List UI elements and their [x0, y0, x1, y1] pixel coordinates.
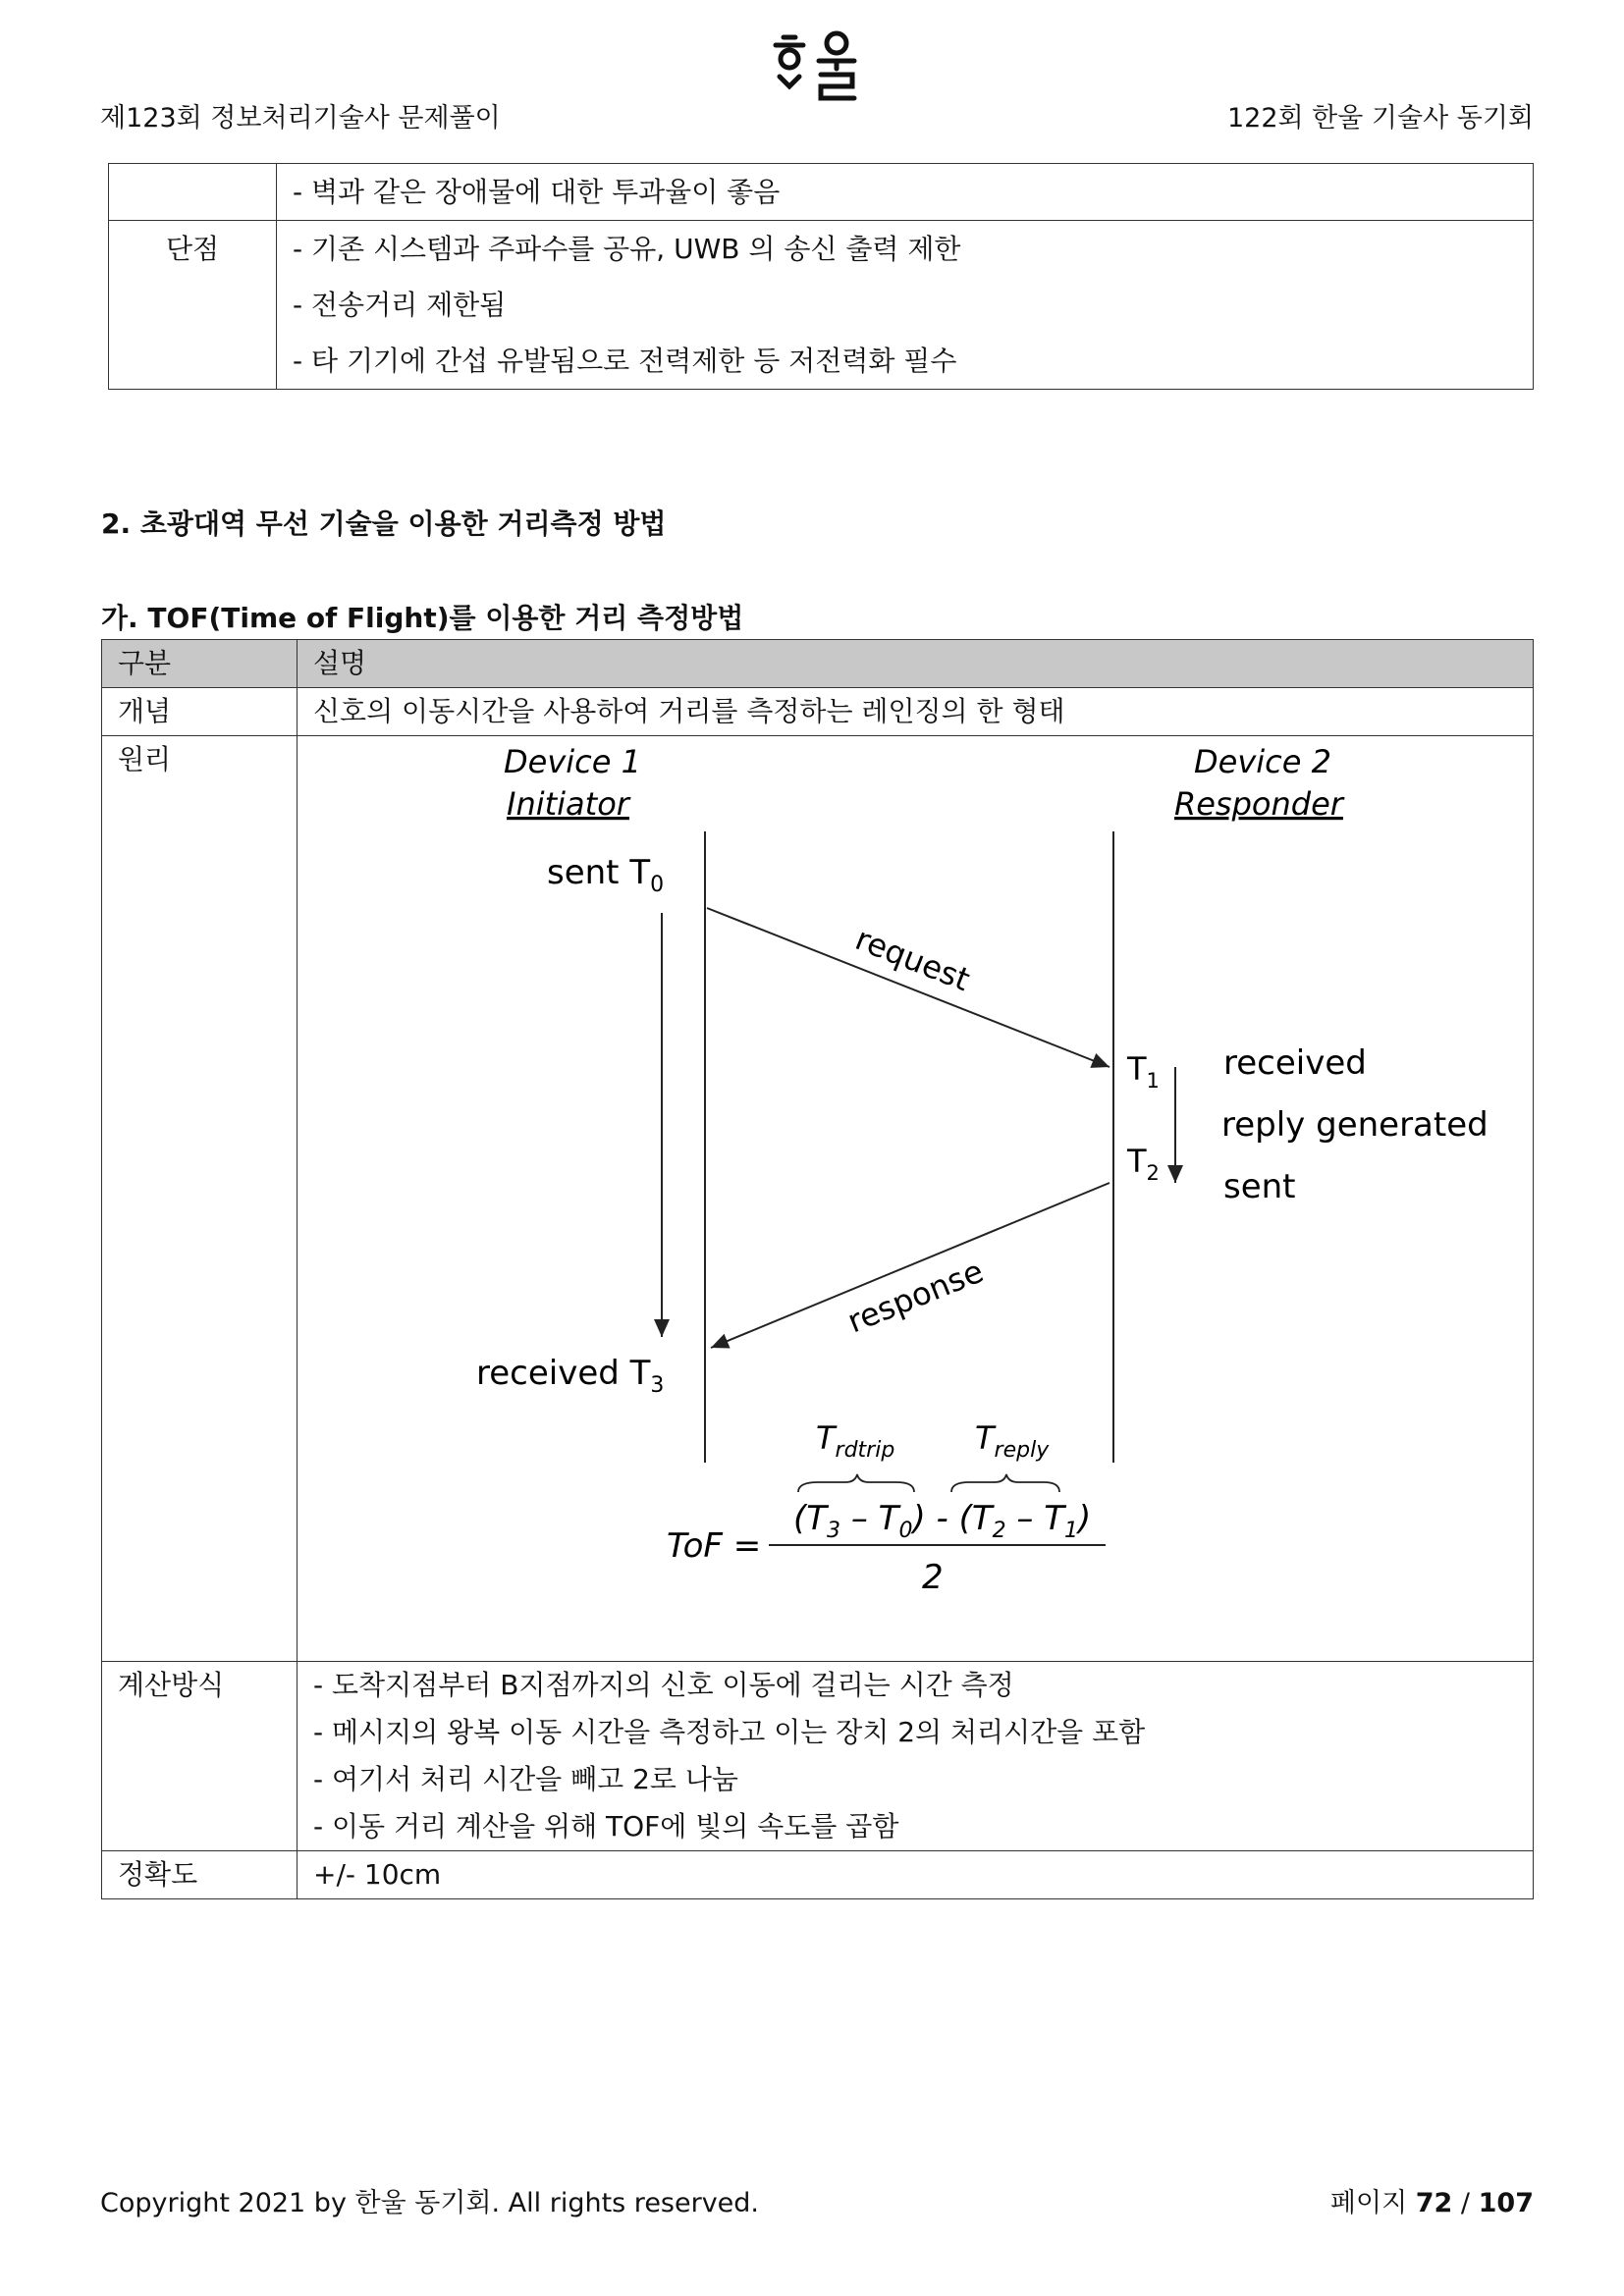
- formula-denominator: 2: [922, 1558, 944, 1597]
- header-cell-category: 구분: [102, 640, 298, 688]
- reply-generated-label: reply generated: [1221, 1105, 1489, 1145]
- t1-label: $T_1$: [1127, 1050, 1160, 1093]
- calc-label: 계산방식: [102, 1662, 298, 1851]
- table-row: [102, 1851, 1534, 1899]
- calc-line: - 메시지의 왕복 이동 시간을 측정하고 이는 장치 2의 처리시간을 포함: [313, 1716, 1146, 1748]
- header-cell-description: 설명: [298, 640, 1534, 688]
- tof-table: [101, 639, 1534, 1899]
- sent-t2-label: sent: [1223, 1167, 1296, 1206]
- sent-t0-label: sent $T_0$: [547, 853, 665, 897]
- section-title: 2. 초광대역 무선 기술을 이용한 거리측정 방법: [101, 507, 667, 540]
- concept-text: 신호의 이동시간을 사용하여 거리를 측정하는 레인징의 한 형태: [298, 688, 1534, 736]
- response-arrow: [711, 1183, 1110, 1348]
- device2-role: Responder: [1174, 785, 1343, 823]
- tof-sequence-diagram: [298, 736, 1533, 1661]
- device1-title: Device 1: [504, 743, 641, 780]
- advantage-item: - 벽과 같은 장애물에 대한 투과율이 좋음: [293, 176, 781, 208]
- page-current: 72: [1415, 2188, 1453, 2218]
- disadvantage-item: - 전송거리 제한됨: [293, 289, 507, 321]
- request-label: request: [850, 920, 976, 999]
- calc-line: - 도착지점부터 B지점까지의 신호 이동에 걸리는 시간 측정: [313, 1669, 1014, 1701]
- calc-line: - 이동 거리 계산을 위해 TOF에 빛의 속도를 곱함: [313, 1810, 899, 1842]
- table-cell: [277, 221, 1534, 390]
- received-label: received: [1223, 1043, 1367, 1083]
- reply-brace: [951, 1474, 1059, 1492]
- calc-line: - 여기서 처리 시간을 빼고 2로 나눔: [313, 1763, 738, 1795]
- t-reply-label: $T_{reply}$: [975, 1419, 1050, 1463]
- subsection-title: 가. TOF(Time of Flight)를 이용한 거리 측정방법: [101, 602, 744, 634]
- disadvantage-item: - 타 기기에 간섭 유발됨으로 전력제한 등 저전력화 필수: [293, 345, 957, 377]
- table-row: [109, 164, 1534, 221]
- calc-cell: [298, 1662, 1534, 1851]
- page-total: 107: [1478, 2188, 1534, 2218]
- accuracy-label: 정확도: [102, 1851, 298, 1899]
- formula-numerator: $(T_3 - T_0) - (T_2 - T_1)$: [793, 1499, 1092, 1543]
- table-header-row: [102, 640, 1534, 688]
- table-row: [102, 736, 1534, 1662]
- device1-role: Initiator: [507, 785, 629, 823]
- device2-title: Device 2: [1194, 743, 1331, 780]
- disadvantage-label-cell: [109, 221, 277, 390]
- header-left: 제123회 정보처리기술사 문제풀이: [100, 103, 501, 133]
- table-row: [102, 688, 1534, 736]
- principle-diagram-cell: [298, 736, 1534, 1662]
- response-label: response: [841, 1252, 989, 1341]
- disadvantage-label: 단점: [165, 233, 220, 265]
- page-separator: /: [1460, 2188, 1471, 2218]
- page-label: 페이지: [1329, 2188, 1408, 2218]
- received-t3-label: received $T_3$: [476, 1354, 665, 1398]
- empty-label-cell: [109, 164, 277, 221]
- footer-page-number: [1330, 2181, 1534, 2219]
- table-cell: [277, 164, 1534, 221]
- t2-label: $T_2$: [1127, 1143, 1160, 1185]
- rdtrip-brace: [798, 1474, 914, 1492]
- uwb-disadvantages-table: [108, 163, 1534, 390]
- header-right: 122회 한울 기술사 동기회: [1226, 103, 1534, 133]
- footer-copyright: Copyright 2021 by 한울 동기회. All rights reserved.: [100, 2188, 760, 2218]
- concept-label: 개념: [102, 688, 298, 736]
- table-row: [109, 221, 1534, 390]
- accuracy-text: +/- 10cm: [298, 1851, 1534, 1899]
- disadvantage-item: - 기존 시스템과 주파수를 공유, UWB 의 송신 출력 제한: [293, 233, 961, 265]
- table-row: [102, 1662, 1534, 1851]
- hanul-logo: [770, 29, 868, 128]
- principle-label: 원리: [102, 736, 298, 1662]
- request-arrow: [707, 908, 1110, 1067]
- tof-label: ToF =: [667, 1526, 762, 1566]
- t-rdtrip-label: $T_{rdtrip}$: [816, 1419, 895, 1463]
